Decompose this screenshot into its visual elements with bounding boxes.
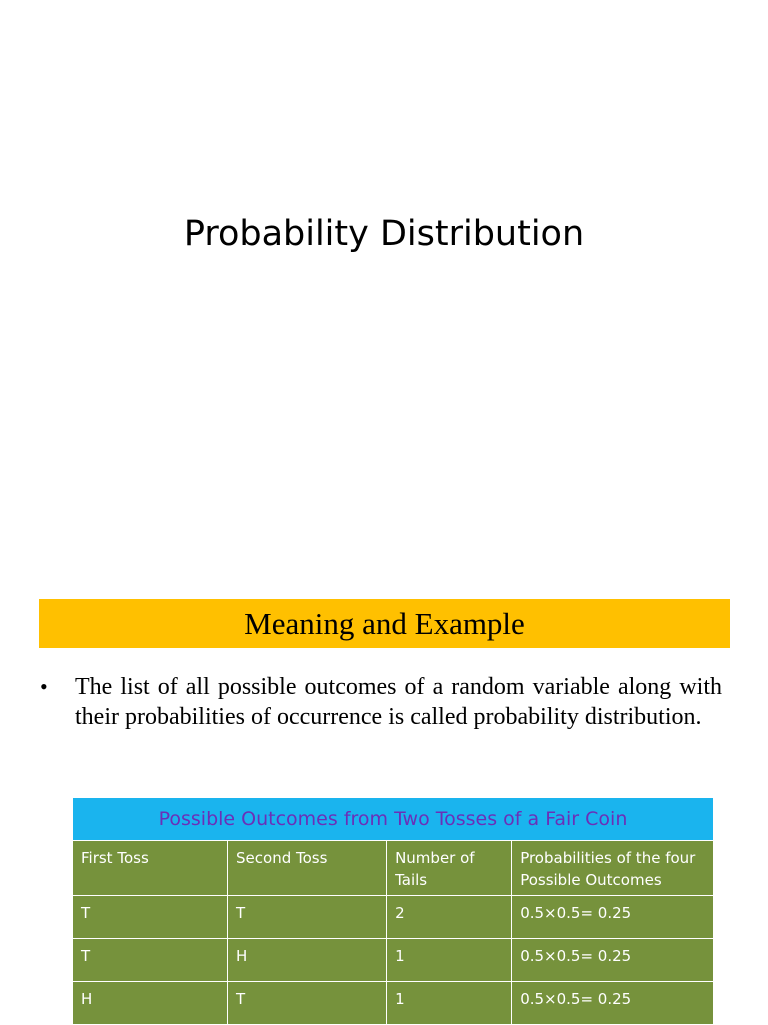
bullet-text: The list of all possible outcomes of a random variable along with their probabilities of occurrence is called probability distribution. [75,674,722,730]
header-number-of-tails: Number of Tails [387,841,512,896]
section-banner [39,599,730,648]
header-second-toss: Second Toss [228,841,387,896]
table-header-row [73,841,714,896]
bullet-point [40,672,722,732]
table-cell: 0.5×0.5= 0.25 [512,939,714,982]
table-cell: 1 [387,982,512,1025]
table-cell: T [73,896,228,939]
table-row [73,896,714,939]
table-cell: T [228,982,387,1025]
outcomes-table [72,797,714,1025]
table-cell: T [228,896,387,939]
table-cell: 0.5×0.5= 0.25 [512,896,714,939]
section-heading: Meaning and Example [244,605,525,641]
table-caption-row [73,798,714,841]
table-caption: Possible Outcomes from Two Tosses of a Fair Coin [73,798,714,841]
table-cell: T [73,939,228,982]
table-cell: H [73,982,228,1025]
table-row [73,982,714,1025]
header-first-toss: First Toss [73,841,228,896]
table-cell: 0.5×0.5= 0.25 [512,982,714,1025]
slide-title: Probability Distribution [183,214,585,254]
table-row [73,939,714,982]
table-cell: H [228,939,387,982]
table-cell: 2 [387,896,512,939]
header-probabilities: Probabilities of the four Possible Outcomes [512,841,714,896]
table-cell: 1 [387,939,512,982]
bullet-icon: • [40,674,48,699]
